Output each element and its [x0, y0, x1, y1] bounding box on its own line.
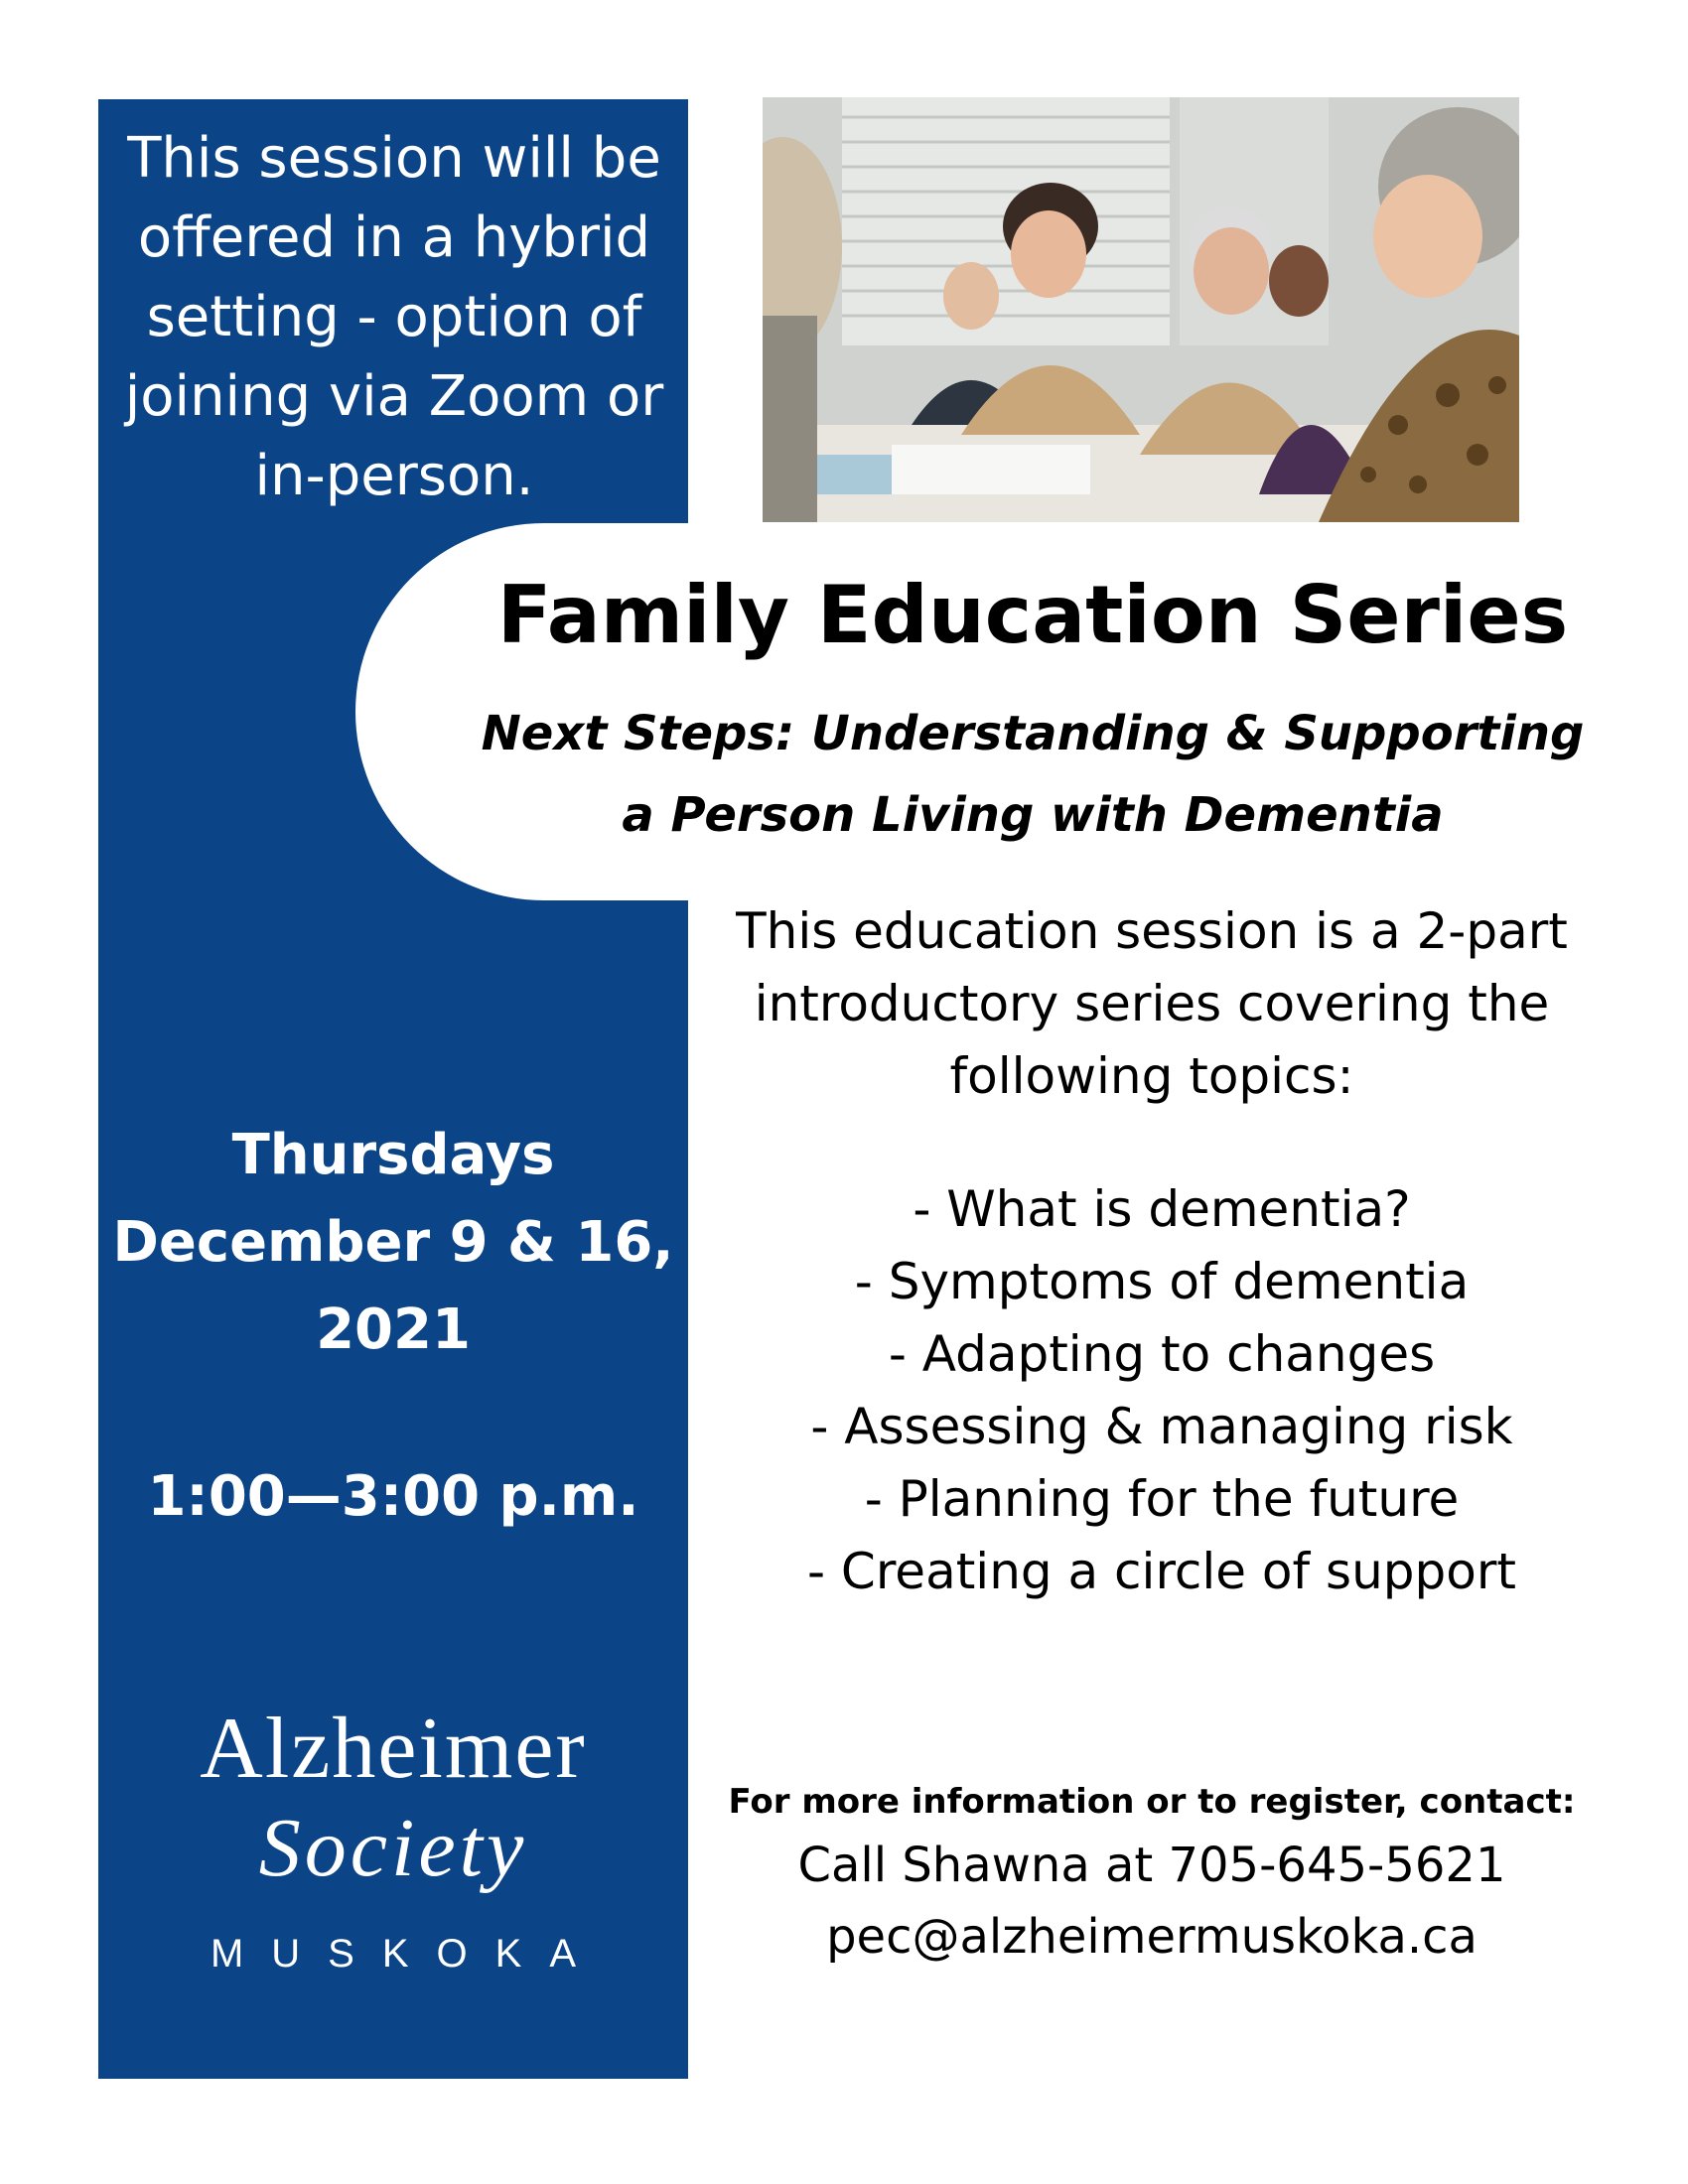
session-dates-line-2: 2021 — [316, 1297, 471, 1362]
subtitle-line-2: a Person Living with Dementia — [622, 787, 1444, 843]
topic-list — [715, 1173, 1609, 1608]
hybrid-session-note: This session will be offered in a hybrid setting - option of joining via Zoom or in-person. — [124, 126, 664, 508]
logo-line-muskoka: MUSKOKA — [210, 1932, 605, 1976]
topic-item: - Assessing & managing risk — [810, 1398, 1513, 1455]
group-photo-image — [763, 97, 1519, 522]
session-dates — [98, 1112, 688, 1374]
session-intro — [715, 895, 1589, 1113]
topic-item: - What is dementia? — [913, 1180, 1411, 1238]
session-dates-line-1: December 9 & 16, — [112, 1210, 674, 1275]
topic-item: - Adapting to changes — [888, 1325, 1436, 1383]
topic-item: - Planning for the future — [864, 1470, 1460, 1528]
topic-item: - Creating a circle of support — [807, 1543, 1516, 1600]
series-title: Family Education Series — [496, 569, 1569, 661]
intro-line-1: This education session is a 2-part — [736, 902, 1568, 960]
contact-heading: For more information or to register, contact: — [728, 1782, 1576, 1822]
session-subtitle — [417, 693, 1648, 856]
group-photo — [763, 97, 1519, 522]
subtitle-line-1: Next Steps: Understanding & Supporting — [481, 706, 1585, 761]
contact-email: pec@alzheimermuskoka.ca — [826, 1909, 1477, 1965]
logo-line-alzheimer: Alzheimer — [200, 1701, 587, 1797]
alzheimer-society-logo — [98, 1700, 688, 1983]
intro-line-2: introductory series covering the — [754, 975, 1550, 1032]
session-time: 1:00—3:00 p.m. — [147, 1464, 639, 1529]
logo-line-society: Society — [258, 1802, 528, 1894]
intro-line-3: following topics: — [949, 1047, 1354, 1105]
topic-item: - Symptoms of dementia — [854, 1253, 1470, 1310]
contact-phone: Call Shawna at 705-645-5621 — [797, 1838, 1506, 1893]
session-days: Thursdays — [231, 1123, 555, 1187]
